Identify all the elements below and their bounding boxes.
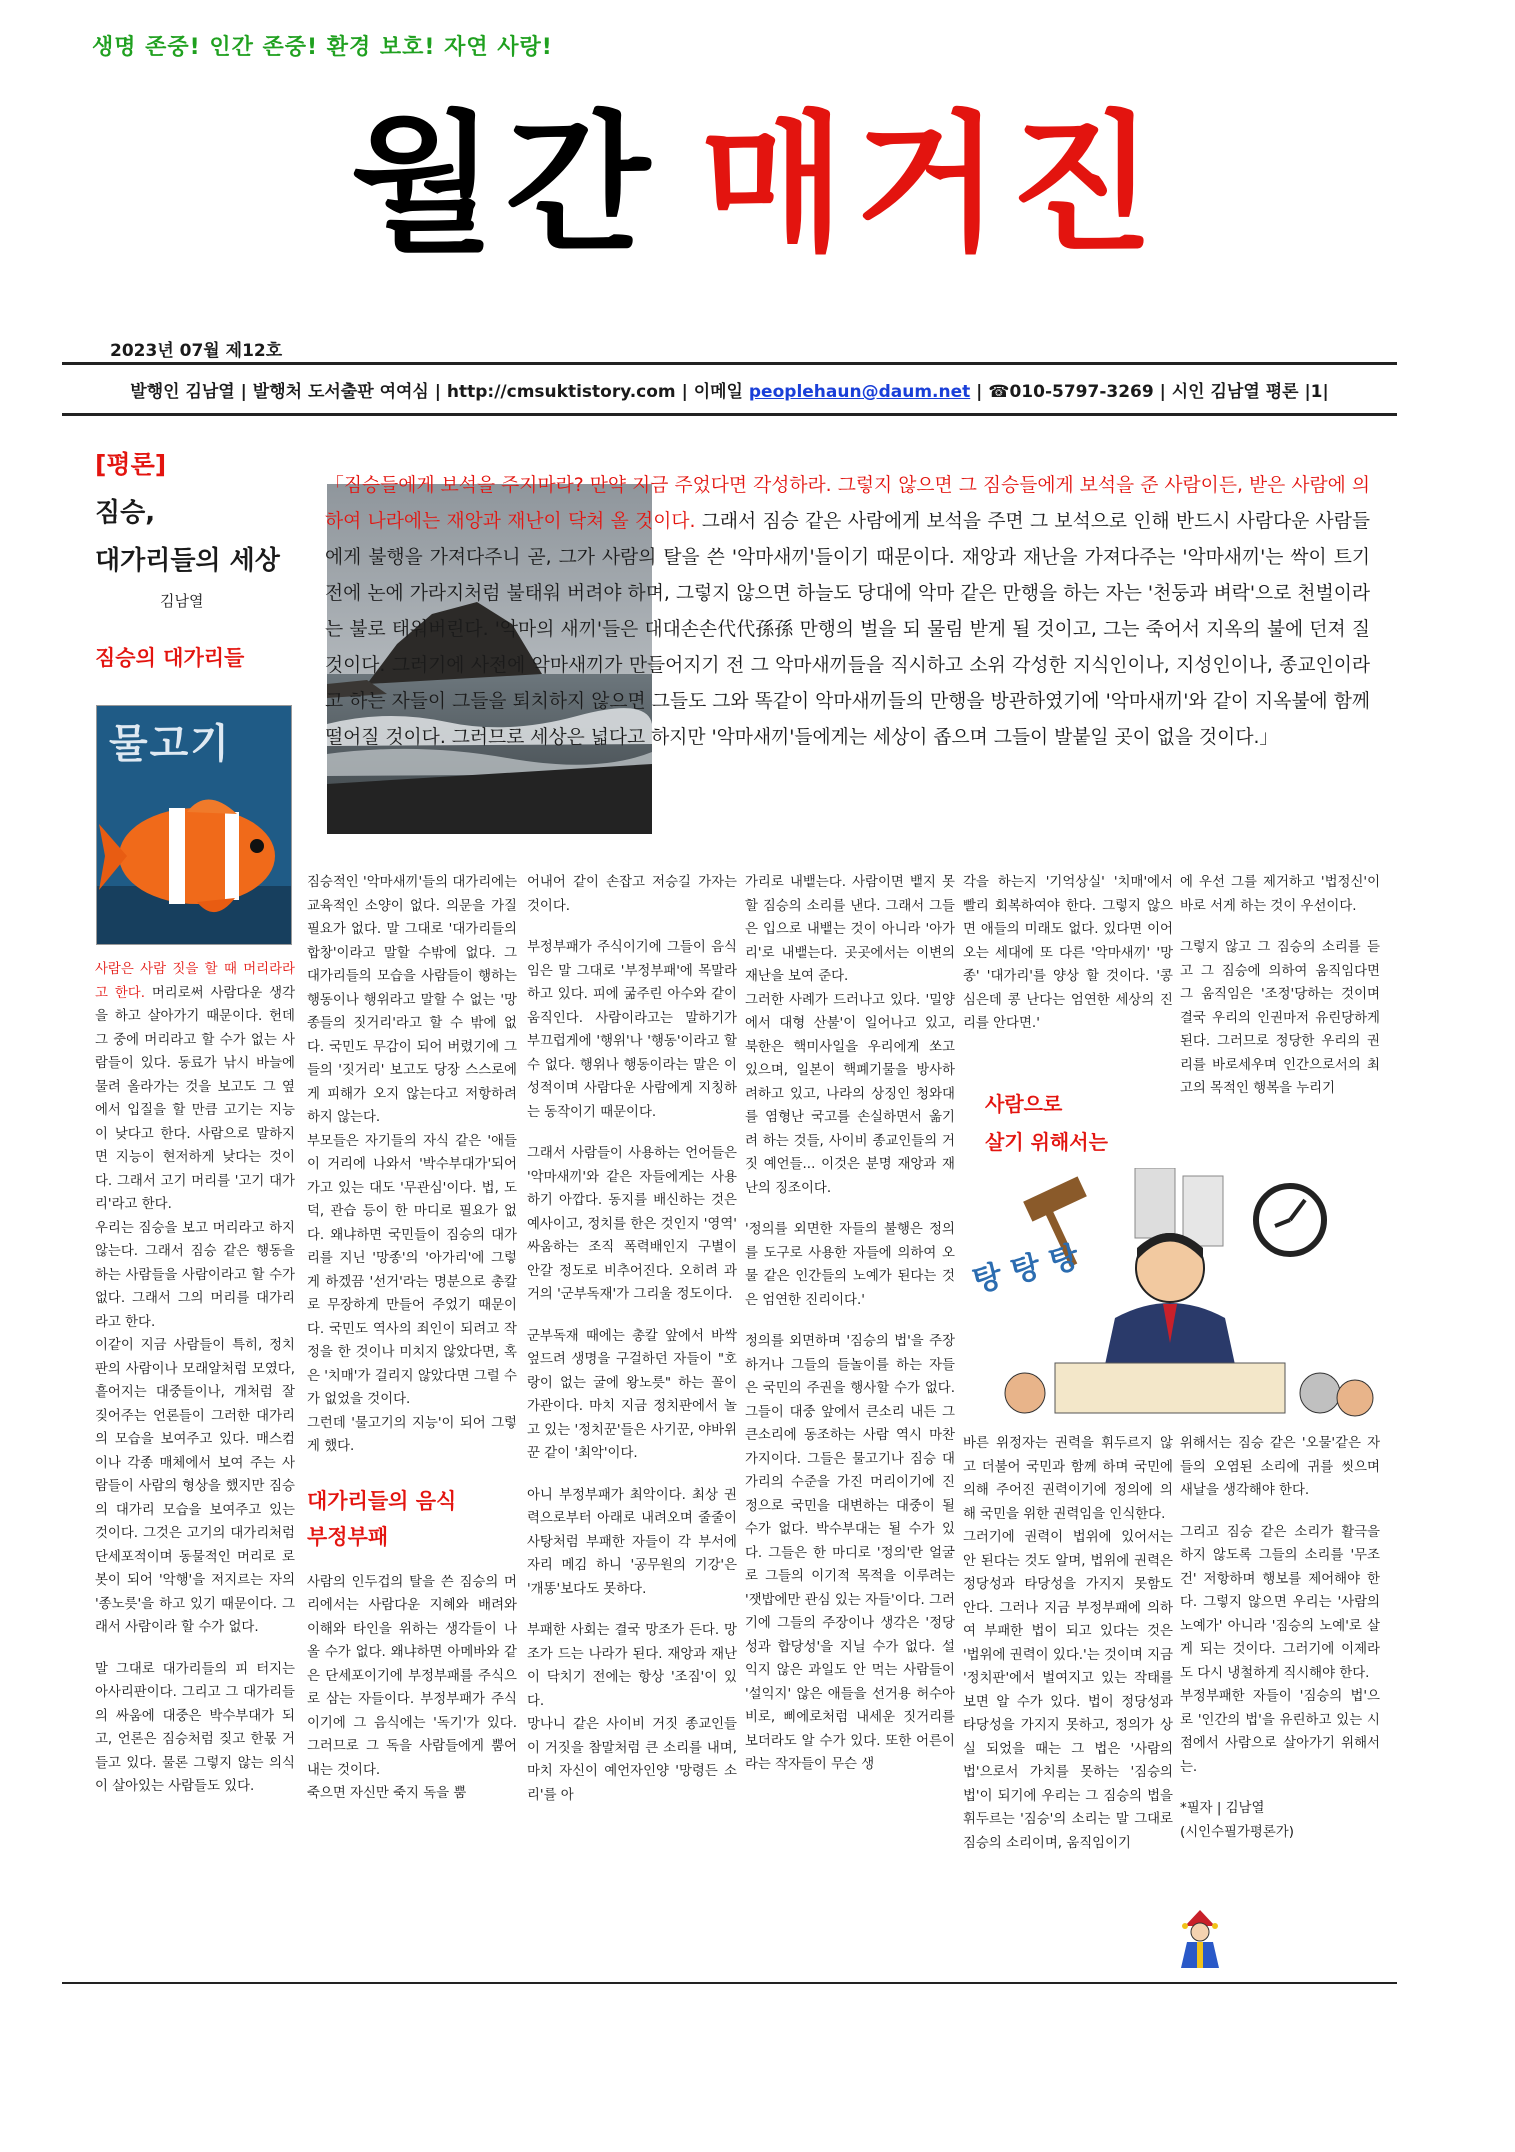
article-tag: [평론] xyxy=(95,450,167,479)
column-3-para-6: 부패한 사회는 결국 망조가 든다. 망조가 드는 나라가 된다. 재앙과 재난이 닥치기 전에는 항상 '조짐'이 있다. xyxy=(527,1623,737,1709)
gavel-cartoon-icon xyxy=(965,1168,1375,1418)
column-1-lead-red: 사람은 사람 짓을 할 때 머리라라고 한다. xyxy=(95,962,295,1001)
column-4-para-4: 정의를 외면하며 '짐승의 법'을 주장하거나 그들의 들놀이를 하는 자들은 국민의 주권을 행사할 수가 없다. 그들이 대중 앞에서 큰소리 내든 그 큰소리에 동조하는 사람 역시 마찬가지이다. 그들은 물고기나 짐승 대가리의 수준을 가진 머리이기에 진정으로 국민을 대변하는 대중이 될 수가 없다. 박수부대는 될 수가 있다. 그들은 한 마디로 '정의'란 얼굴로 그들의 이기적 목적을 이루려는 '잿밥에만 관심 있는 자들'이다. 그러기에 그들의 주장이나 생각은 '정당성과 합당성'을 지닐 수가 없다. 설익지 않은 과일도 안 먹는 사람들이 '설익지' 않은 애들을 선거용 허수아비로, 삐에로처럼 내세운 짓거리를 보더라도 알 수가 있다. 또한 어른이라는 작자들이 무슨 생 xyxy=(745,1334,955,1772)
column-4-para-1: 가리로 내뱉는다. 사람이면 뱉지 못할 짐승의 소리를 낸다. 그래서 그들은 입으로 내뱉는 것이 아니라 '아가리'로 내뱉는다. 곳곳에서는 이변의 재난을 보여 준다. xyxy=(745,875,955,984)
publisher-info-bar xyxy=(62,377,1397,402)
lead-quote-red: 「짐승들에게 보석을 주지마라? 만약 지금 주었다면 각성하라. 그렇지 않으면 그 짐승들에게 보석을 준 사람이든, 받은 사람에 의하여 나라에는 재앙과 재난이 닥쳐 올 것이다. xyxy=(325,475,1370,532)
column-4-para-3: '정의를 외면한 자들의 불행은 정의를 도구로 사용한 자들에 의하여 오물 같은 인간들의 노예가 된다는 것은 엄연한 진리이다.' xyxy=(745,1222,955,1308)
column-1-para-3: 이같이 지금 사람들이 특히, 정치판의 사람이나 모래알처럼 모였다, 흩어지는 대중들이나, 개처럼 잘 짖어주는 언론들이 그러한 대가리의 모습을 보여주고 있다. 매스컴이나 각종 매체에서 보여 주는 사람들이 사람의 형상을 했지만 짐승의 대가리 모습을 보여주고 있는 것이다. 그것은 고기의 대가리처럼 단세포적이며 동물적인 머리로 로봇이 되어 '악행'을 저지르는 자의 '종노릇'을 하고 있기 때문이다. 그래서 사람이라 할 수가 없다. xyxy=(95,1338,295,1635)
column-3-para-1: 어내어 같이 손잡고 저승길 가자는 것이다. xyxy=(527,875,737,914)
column-1-para-2: 우리는 짐승을 보고 머리라고 하지 않는다. 그래서 짐승 같은 행동을 하는 사람들을 사람이라고 할 수가 없다. 그래서 그의 머리를 대가리라고 한다. xyxy=(95,1220,295,1330)
column-4-para-2: 그러한 사례가 드러나고 있다. '밀양에서 대형 산불'이 일어나고 있고, 북한은 핵미사일을 우리에게 쏘고 있으며, 일본이 핵폐기물을 방사하려하고 있고, 나라의 상징인 청와대를 염형난 국고를 손실하면서 옮기려 하는 것들, 사이비 종교인들의 거짓 예언들... 이것은 분명 재앙과 재난의 징조이다. xyxy=(745,992,955,1196)
masthead-title-red: 매거진 xyxy=(700,98,1165,272)
column-5-top xyxy=(963,871,1173,1036)
column-2-para-1: 짐승적인 '악마새끼'들의 대가리에는 교육적인 소양이 없다. 의문을 가질 필요가 없다. 말 그대로 '대가리들의 합창'이라고 말할 수밖에 없다. 그 대가리들의 모습을 사람들이 행하는 행동이나 행위라고 말할 수 없는 '망종들의 짓거리'라고 할 수 밖에 없다. 국민도 무감이 되어 버렸기에 그들의 '짓거리' 보고도 당장 스스로에게 피해가 오지 않는다고 저항하려 하지 않는다. xyxy=(307,875,517,1125)
column-1 xyxy=(95,958,295,1799)
lead-quote xyxy=(325,468,1370,756)
publisher-info-prefix: 발행인 김남열 | 발행처 도서출판 여여심 | http://cmsuktistory.com | 이메일 xyxy=(130,382,749,402)
jester-figure-icon xyxy=(1175,1908,1225,1970)
column-5-bottom xyxy=(963,1432,1173,1855)
column-3-para-3: 그래서 사람들이 사용하는 언어들은 '악마새끼'와 같은 자들에게는 사용하기 아깝다. 동지를 배신하는 것은 예사이고, 정치를 한은 것인지 '영역' 싸움하는 조직 폭력배인지 구별이 안갈 정도로 비추어진다. 오히려 과거의 '군부독재'가 그리울 정도이다. xyxy=(527,1146,737,1302)
column-4 xyxy=(745,871,955,1777)
email-link[interactable]: peoplehaun@daum.net xyxy=(748,382,971,402)
article-title-line2: 대가리들의 세상 xyxy=(95,546,280,576)
masthead-title xyxy=(0,95,1515,275)
column-2-para-5: 죽으면 자신만 죽지 독을 뿜 xyxy=(307,1786,467,1801)
article-title-line1: 짐승, xyxy=(95,498,156,528)
section-heading-3-line2: 살기 위해서는 xyxy=(985,1130,1108,1154)
column-5-para-2: 바른 위정자는 권력을 휘두르지 않고 더불어 국민과 함께 하며 국민에 의해 주어진 권력이기에 정의에 의해 국민을 위한 권력임을 인식한다. xyxy=(963,1436,1173,1522)
column-3-para-2: 부정부패가 주식이기에 그들이 음식임은 말 그대로 '부정부패'에 목말라하고 있다. 피에 굶주린 아수와 같이 움직인다. 사람이라고는 말하기가 부끄럽게에 '행위'나 '행동'이라고 할 수 없다. 행위나 행동이라는 말은 이성적이며 사람다운 사람에게 지칭하는 동작이기 때문이다. xyxy=(527,940,737,1120)
column-1-text-a: 머리로써 사람다운 생각을 하고 살아가기 때문이다. 헌데 그 중에 머리라고 할 수가 없는 사람들이 있다. 동료가 낚시 바늘에 물려 올라가는 것을 보고도 그 옆에서 입질을 할 만큼 고기는 지능이 낮다고 한다. 사람으로 말하지면 지능이 현저하게 낮다는 것이다. 그래서 고기 머리를 '고기 대가리'라고 한다. xyxy=(95,985,296,1212)
column-5-para-3: 그러기에 권력이 법위에 있어서는 안 된다는 것도 알며, 법위에 권력은 정당성과 타당성을 가지지 못함도 안다. 그러나 지금 부정부패에 의하여 부패한 법이 되고 있다는 것은 '법위에 권력이 있다.'는 것이며 지금 '정치판'에서 벌여지고 있는 작태를 보면 알 수가 있다. 법이 정당성과 타당성을 가지지 못하고, 정의가 상실 되었을 때는 그 법은 '사람의 법'으로서 가치를 못하는 '짐승의 법'이 되기에 우리는 그 짐승의 법을 휘두르는 '짐승'의 소리는 말 그대로 짐승의 소리이며, 움직임이기 xyxy=(963,1530,1173,1851)
section-heading-3-line1: 사람으로 xyxy=(985,1092,1063,1116)
column-6-para-5: 부정부패한 자들이 '짐승의 법'으로 '인간의 법'을 유린하고 있는 시점에서 사람으로 살아가기 위해서는. xyxy=(1180,1689,1380,1775)
column-6-para-2: 그렇지 않고 그 짐승의 소리를 듣고 그 짐승에 의하여 움직임다면 그 움직임은 '조정'당하는 것이며 결국 우리의 인권마저 유린당하게 된다. 그러므로 정당한 우리의 권리를 바로세우며 인간으로서의 최고의 목적인 행복을 누리기 xyxy=(1180,940,1380,1096)
section-heading-2-line1: 대가리들의 음식 xyxy=(307,1487,457,1513)
article-author: 김남열 xyxy=(160,592,204,610)
clownfish-icon xyxy=(97,706,292,945)
column-6-top xyxy=(1180,871,1380,1101)
column-2-para-2: 부모들은 자기들의 자식 같은 '애들이 거리에 나와서 '박수부대가'되어 가고 있는 대도 '무관심'이다. 법, 도덕, 관습 등이 한 마디로 필요가 없다. 왜냐하면 국민들이 짐승의 대가리를 지닌 '망종'의 '아가리'에 그렇게 하겠끔 '선거'라는 명분으로 총칼로 무장하게 만들어 주었기 때문이다. 국민도 역사의 죄인이 되려고 작정을 한 것이나 미치지 않았다면, 혹은 '치매'가 걸리지 않았다면 그럴 수가 없었을 것이다. xyxy=(307,1133,517,1407)
column-6-para-1: 에 우선 그를 제거하고 '법정신'이 바로 서게 하는 것이 우선이다. xyxy=(1180,875,1380,914)
column-5-para-1: 각을 하는지 '기억상실' '치매'에서 빨리 회복하여야 한다. 그렇지 않으면 애들의 미래도 없다. 있다면 이어오는 세대에 또 다른 '악마새끼' '망종' '대가리'를 양상 할 것이다. '콩 심은데 콩 난다는 엄연한 세상의 진리를 안다면.' xyxy=(963,875,1173,1031)
column-3-para-7: 망나니 같은 사이비 거짓 종교인들이 거짓을 참말처럼 큰 소리를 내며, 마치 자신이 예언자인양 '망령든 소리'를 아 xyxy=(527,1717,737,1803)
gavel-cartoon-image xyxy=(965,1168,1375,1418)
column-3 xyxy=(527,871,737,1807)
section-heading-1: 짐승의 대가리들 xyxy=(95,645,245,670)
column-2 xyxy=(307,871,517,1806)
masthead-title-black: 월간 xyxy=(350,98,661,272)
book-cover-title: 물고기 xyxy=(109,721,231,767)
cartoon-sound-label: 탕 탕 탕 xyxy=(969,1239,1083,1300)
header-rule-bottom xyxy=(62,413,1397,416)
column-6-bottom xyxy=(1180,1432,1380,1844)
book-cover-image xyxy=(96,705,292,945)
publisher-info-suffix: | ☎010-5797-3269 | 시인 김남열 평론 |1| xyxy=(970,382,1329,402)
column-1-para-4: 말 그대로 대가리들의 피 터지는 아사리판이다. 그리고 그 대가리들의 싸움에 대중은 박수부대가 되고, 언론은 짐승처럼 짖고 한몫 거들고 있다. 물론 그렇지 않는 의식이 살아있는 사람들도 있다. xyxy=(95,1661,295,1794)
section-heading-2-line2: 부정부패 xyxy=(307,1523,389,1549)
lead-quote-body: 그래서 짐승 같은 사람에게 보석을 주면 그 보석으로 인해 반드시 사람다운 사람들에게 불행을 가져다주니 곧, 그가 사람의 탈을 쓴 '악마새끼'들이기 때문이다. 재앙과 재난을 가져다주는 '악마새끼'는 싹이 트기 전에 논에 가라지처럼 불태워 버려야 하며, 그렇지 않으면 하늘도 당대에 악마 같은 만행을 하는 자는 '천둥과 벼락'으로 천벌이라는 불로 태워버린다. '악마의 새끼'들은 대대손손代代孫孫 만행의 벌을 되 물림 받게 될 것이고, 그는 죽어서 지옥의 불에 던져 질 것이다. 그러기에 사전에 악마새끼가 만들어지기 전 그 악마새끼들을 직시하고 소위 각성한 지식인이나, 지성인이나, 종교인이라고 하는 자들이 그들을 퇴치하지 않으면 그들도 그와 똑같이 악마새끼들의 만행을 방관하였기에 '악마새끼'와 같이 지옥불에 함께 떨어질 것이다. 그러므로 세상은 넓다고 하지만 '악마새끼'들에게는 세상이 좁으며 그들이 발붙일 곳이 없을 것이다.」 xyxy=(325,511,1370,748)
header-rule-top xyxy=(62,362,1397,365)
column-3-para-5: 아니 부정부패가 최악이다. 최상 권력으로부터 아래로 내려오며 줄줄이 사탕처럼 부패한 자들이 각 부서에 자리 메김 하니 '공무원의 기강'은 '개똥'보다도 못하다. xyxy=(527,1487,737,1597)
slogan: 생명 존중! 인간 존중! 환경 보호! 자연 사랑! xyxy=(92,35,553,60)
column-1-para-1 xyxy=(95,958,295,1217)
issue-date: 2023년 07월 제12호 xyxy=(110,341,283,361)
author-signature-line2: (시인수필가평론가) xyxy=(1180,1824,1294,1840)
footer-rule xyxy=(62,1982,1397,1984)
column-2-para-4: 사람의 인두겁의 탈을 쓴 짐승의 머리에서는 사람다운 지혜와 배려와 이해와 타인을 위하는 생각들이 나올 수가 없다. 왜냐하면 아메바와 같은 단세포이기에 부정부패를 주식으로 삼는 자들이다. 부정부패가 주식이기에 그 음식에는 '독기'가 있다. 그러므로 그 독을 사람들에게 뿜어내는 것이다. xyxy=(307,1574,517,1778)
column-2-para-3: 그런데 '물고기의 지능'이 되어 그렇게 했다. xyxy=(307,1415,517,1454)
column-6-para-4: 그리고 짐승 같은 소리가 활극을 하지 않도록 그들의 소리를 '무조건' 저항하며 행보를 제어해야 한다. 그렇지 않으면 우리는 '사람의 노예가' 아니라 '짐승의 노예'로 살게 되는 것이다. 그러기에 이제라도 다시 냉철하게 직시해야 한다. xyxy=(1180,1524,1380,1681)
author-signature-line1: *필자 | 김남열 xyxy=(1180,1801,1265,1816)
column-6-para-3: 위해서는 짐승 같은 '오물'같은 자들의 오염된 소리에 귀를 씻으며 새날을 생각해야 한다. xyxy=(1180,1436,1380,1498)
column-3-para-4: 군부독재 때에는 총칼 앞에서 바싹 엎드려 생명을 구걸하던 자들이 "호랑이 없는 굴에 왕노릇" 하는 꼴이 가관이다. 마치 지금 정치판에서 놀고 있는 '정치꾼'들은 사기꾼, 야바위꾼 같이 '최악'이다. xyxy=(527,1328,737,1461)
